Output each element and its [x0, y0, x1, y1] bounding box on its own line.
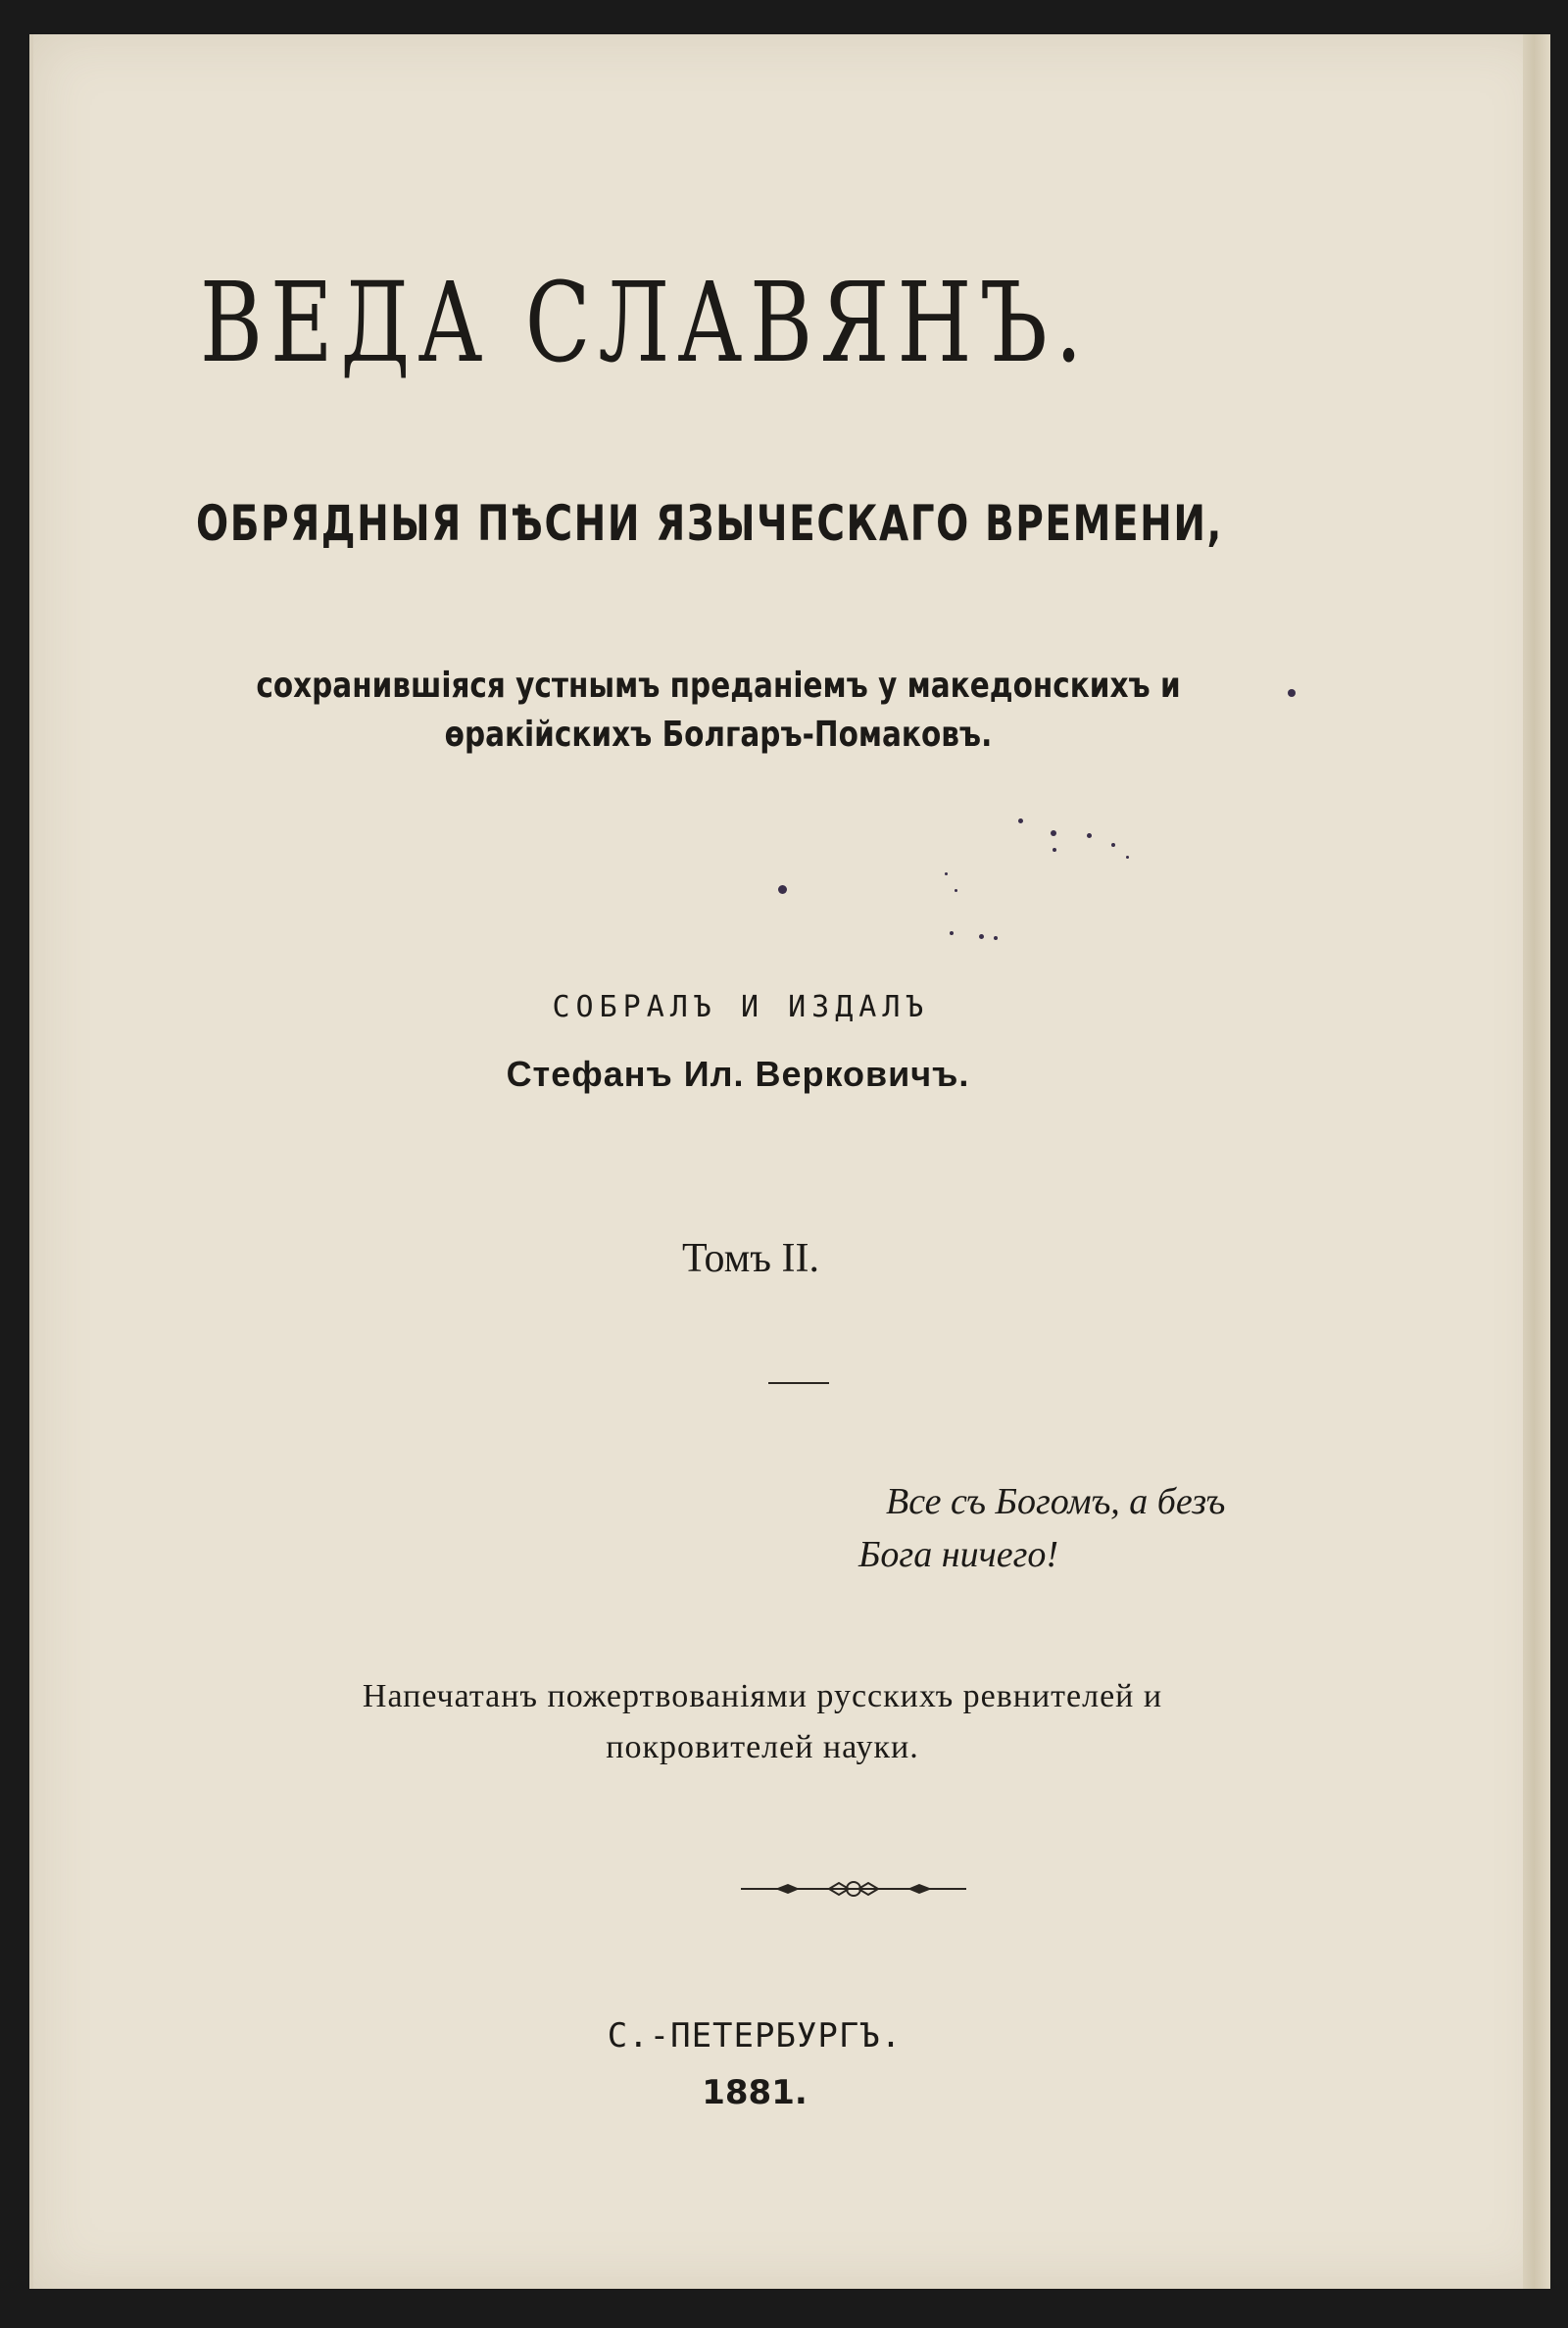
printing-note-line-2: покровителей науки. — [606, 1729, 919, 1765]
divider-rule — [768, 1382, 829, 1384]
book-description — [96, 662, 1340, 760]
ink-speck — [955, 889, 957, 892]
ink-speck — [950, 931, 954, 935]
epigraph — [858, 1475, 1226, 1581]
ink-speck — [1053, 848, 1056, 852]
book-title: ВЕДА СЛАВЯНЪ. — [199, 260, 1091, 387]
ink-speck — [778, 885, 787, 894]
title-page — [29, 34, 1550, 2289]
ink-speck — [1288, 689, 1296, 697]
imprint-year: 1881. — [702, 2073, 808, 2112]
imprint-city: С.-ПЕТЕРБУРГЪ. — [607, 2016, 903, 2056]
printing-note-line-1: Напечатанъ пожертвованіями русскихъ ревнителей и — [362, 1678, 1163, 1714]
ink-speck — [1126, 856, 1129, 859]
ornament-divider — [741, 1877, 966, 1901]
page-edge — [1523, 34, 1550, 2289]
ink-speck — [994, 936, 998, 940]
description-line-2: ѳракійскихъ Болгаръ-Помаковъ. — [444, 715, 993, 755]
volume-number: Томъ II. — [682, 1236, 819, 1281]
epigraph-line-1: Все съ Богомъ, а безъ — [886, 1481, 1226, 1522]
ink-speck — [1051, 830, 1056, 836]
ink-speck — [979, 934, 984, 939]
author-name: Стефанъ Ил. Верковичъ. — [506, 1054, 970, 1094]
ink-speck — [1087, 833, 1092, 838]
printing-note — [4, 1671, 1521, 1773]
ink-speck — [1111, 843, 1115, 847]
ink-speck — [945, 872, 948, 875]
ink-speck — [1018, 818, 1023, 823]
collected-by-label: СОБРАЛЪ И ИЗДАЛЪ — [552, 990, 930, 1024]
epigraph-line-2: Бога ничего! — [858, 1534, 1059, 1575]
description-line-1: сохранившіяся устнымъ преданіемъ у македонскихъ и — [256, 666, 1181, 706]
book-subtitle: ОБРЯДНЫЯ ПѢСНИ ЯЗЫЧЕСКАГО ВРЕМЕНИ, — [196, 495, 1223, 552]
